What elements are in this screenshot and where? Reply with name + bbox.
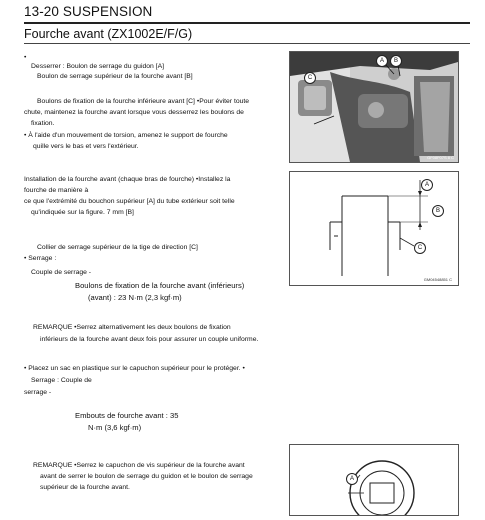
subsection-title: Fourche avant (ZX1002E/F/G): [24, 26, 193, 41]
fixing-bolts-line-3: fixation.: [31, 120, 55, 127]
tighten-label: • Serrage :: [24, 255, 57, 262]
install-line-4: qu'indiquée sur la figure. 7 mm [B]: [31, 209, 134, 216]
callout-a: A: [346, 473, 358, 485]
remark-2-line-1: REMARQUE •Serrez le capuchon de vis supérieur de la fourche avant: [33, 462, 245, 469]
callout-b: B: [432, 205, 444, 217]
torque-label: Couple de serrage -: [31, 269, 92, 276]
torque-spec-1-line-1: Boulons de fixation de la fourche avant (inférieurs): [75, 281, 245, 290]
callout-b: B: [390, 55, 402, 67]
torque-spec-1-line-2: (avant) : 23 N·m (2,3 kgf·m): [88, 293, 182, 302]
install-line-3: ce que l'extrémité du bouchon supérieur [A] du tube extérieur soit telle: [24, 198, 235, 205]
figure-code: GF08F07S 8 C: [427, 155, 454, 160]
twist-line-1: • À l'aide d'un mouvement de torsion, amenez le support de fourche: [24, 132, 228, 139]
torque-spec-2-line-2: N·m (3,6 kgf·m): [88, 423, 142, 432]
install-line-1: Installation de la fourche avant (chaque bras de fourche) •Installez la: [24, 176, 231, 183]
callout-a: A: [376, 55, 388, 67]
figure-fork-cap-diagram: [290, 445, 458, 515]
remark-2-line-2: avant de serrer le boulon de serrage du guidon et le boulon de serrage: [40, 473, 253, 480]
figure-fork-bolts: [289, 51, 459, 163]
remark-1-line-2: inférieurs de la fourche avant deux fois pour assurer un couple uniforme.: [40, 336, 259, 343]
remark-2-line-3: supérieur de la fourche avant.: [40, 484, 130, 491]
fixing-bolts-line-1: Boulons de fixation de la fourche inférieure avant [C] •Pour éviter toute: [37, 98, 250, 105]
header-rule: [24, 22, 470, 24]
steering-clamp-line: Collier de serrage supérieur de la tige de direction [C]: [37, 244, 198, 251]
callout-a: A: [421, 179, 433, 191]
loosen-line-2: Boulon de serrage supérieur de la fourche avant [B]: [37, 73, 193, 80]
install-line-2: fourche de manière à: [24, 187, 89, 194]
callout-c: C: [414, 242, 426, 254]
figure-fork-bolts-photo: [290, 52, 458, 162]
callout-c: C: [304, 72, 316, 84]
bullet-marker: •: [24, 54, 27, 61]
bag-line-3: serrage -: [24, 389, 52, 396]
section-title: 13-20 SUSPENSION: [24, 4, 153, 19]
figure-fork-height-diagram: [290, 172, 458, 285]
remark-1-line-1: REMARQUE •Serrez alternativement les deux boulons de fixation: [33, 324, 231, 331]
subsection-rule: [24, 43, 470, 44]
figure-code: GM04548851 C: [423, 277, 452, 282]
torque-spec-2-line-1: Embouts de fourche avant : 35: [75, 411, 179, 420]
loosen-line-1: Desserrer : Boulon de serrage du guidon [A]: [31, 63, 164, 70]
figure-fork-height: [289, 171, 459, 286]
bag-line-1: • Placez un sac en plastique sur le capuchon supérieur pour le protéger. •: [24, 365, 245, 372]
twist-line-2: quille vers le bas et vers l'extérieur.: [33, 143, 139, 150]
fixing-bolts-line-2: chute, maintenez la fourche avant lorsque vous desserrez les boulons de: [24, 109, 244, 116]
page-header: [24, 4, 470, 44]
bag-line-2: Serrage : Couple de: [31, 377, 92, 384]
figure-fork-cap: [289, 444, 459, 516]
